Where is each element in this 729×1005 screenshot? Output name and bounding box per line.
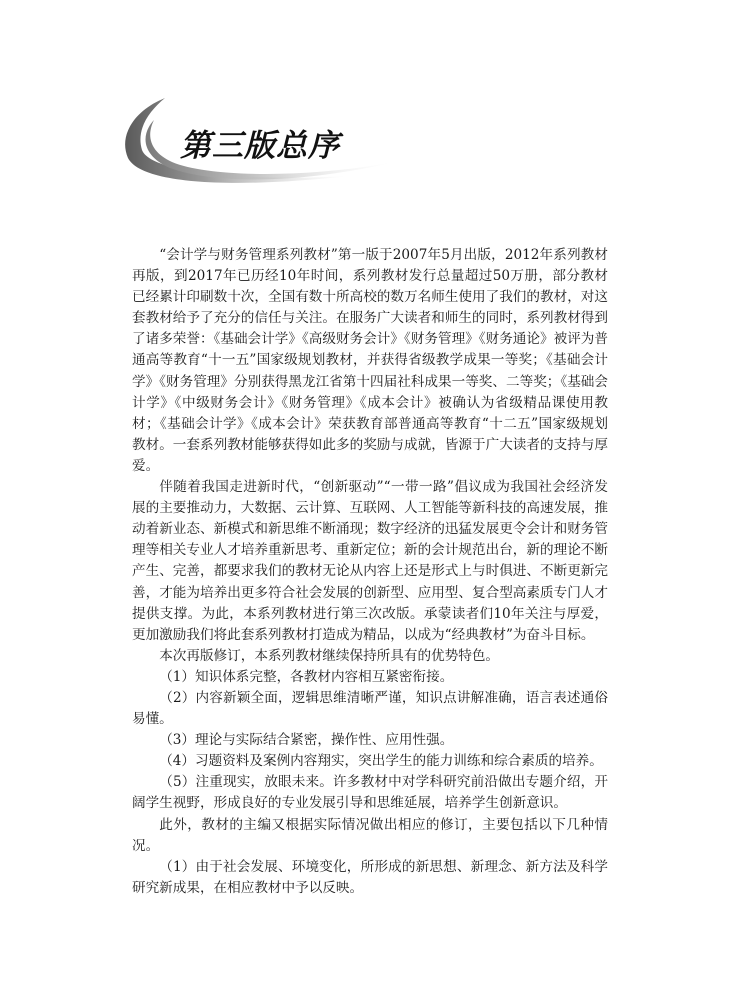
chapter-heading	[110, 90, 410, 200]
paragraph: “会计学与财务管理系列教材”第一版于2007年5月出版，2012年系列教材再版，到2017年已历经10年时间，系列教材发行总量超过50万册，部分教材已经累计印刷数十次，全国有数十所高校的数万名师生使用了我们的教材，对这套教材给予了充分的信任与关注。在服务广大读者和师生的同时，系列教材得到了诸多荣誉：《基础会计学》《高级财务会计》《财务管理》《财务通论》被评为普通高等教育“十一五”国家级规划教材，并获得省级教学成果一等奖；《基础会计学》《财务管理》分别获得黑龙江省第十四届社科成果一等奖、二等奖；《基础会计学》《中级财务会计》《财务管理》《成本会计》被确认为省级精品课使用教材；《基础会计学》《成本会计》荣获教育部普通高等教育“十二五”国家级规划教材。一套系列教材能够获得如此多的奖励与成就，皆源于广大读者的支持与厚爱。	[132, 247, 608, 474]
body-text	[132, 245, 608, 899]
paragraph: 伴随着我国走进新时代，“创新驱动”“一带一路”倡议成为我国社会经济发展的主要推动力，大数据、云计算、互联网、人工智能等新科技的高速发展，推动着新业态、新模式和新思维不断涌现；数字经济的迅猛发展更令会计和财务管理等相关专业人才培养重新思考、重新定位；新的会计规范出台，新的理论不断产生、完善，都要求我们的教材无论从内容上还是形式上与时俱进、不断更新完善，才能为培养出更多符合社会发展的创新型、应用型、复合型高素质专门人才提供支撑。为此，本系列教材进行第三次改版。承蒙读者们10年关注与厚爱，更加激励我们将此套系列教材打造成为精品，以成为“经典教材”为奋斗目标。	[132, 479, 608, 643]
page-title: 第三版总序	[180, 128, 340, 164]
list-item: （1）知识体系完整，各教材内容相互紧密衔接。	[159, 668, 454, 685]
list-item: （2）内容新颖全面，逻辑思维清晰严谨，知识点讲解准确，语言表述通俗易懂。	[132, 689, 608, 728]
list-item: （5）注重现实，放眼未来。许多教材中对学科研究前沿做出专题介绍，开阔学生视野，形成良好的专业发展引导和思维延展，培养学生创新意识。	[132, 774, 608, 812]
list-item: （4）习题资料及案例内容翔实，突出学生的能力训练和综合素质的培养。	[159, 753, 603, 770]
list-item: （1）由于社会发展、环境变化，所形成的新思想、新理念、新方法及科学研究新成果，在相应教材中予以反映。	[132, 858, 608, 896]
paragraph: 本次再版修订，本系列教材继续保持所具有的优势特色。	[159, 647, 500, 664]
list-item: （3）理论与实际结合紧密，操作性、应用性强。	[159, 732, 454, 749]
paragraph: 此外，教材的主编又根据实际情况做出相应的修订，主要包括以下几种情况。	[132, 816, 608, 854]
